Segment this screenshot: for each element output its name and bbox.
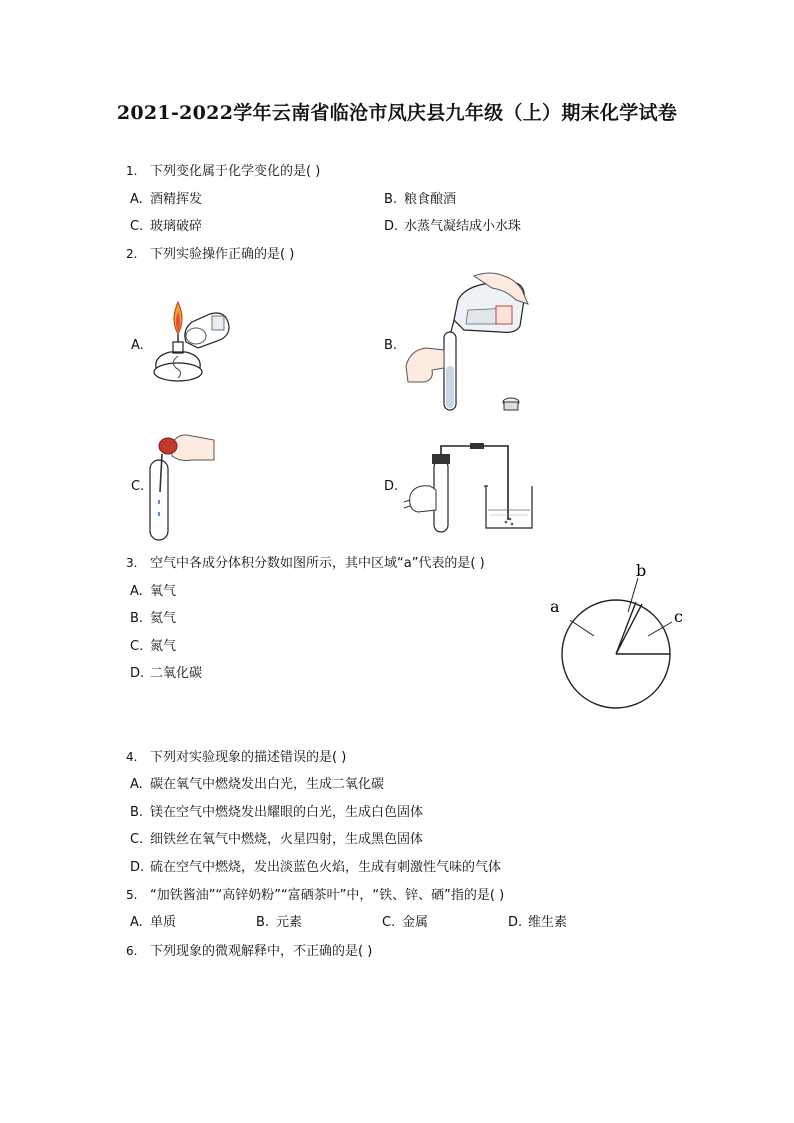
question-3: [126, 555, 485, 572]
airtightness-check-icon: [404, 440, 540, 536]
q4-option-b[interactable]: B. 镁在空气中燃烧发出耀眼的白光，生成白色固体: [130, 805, 424, 820]
question-stem: “加铁酱油”“高锌奶粉”“富硒茶叶”中，“铁、锌、硒”指的是( ): [150, 888, 505, 903]
q2-option-b-label[interactable]: B.: [384, 338, 398, 353]
question-number: 2.: [126, 247, 138, 261]
q1-option-c[interactable]: C. 玻璃破碎: [130, 219, 203, 234]
q5-option-d[interactable]: D. 维生素: [508, 915, 568, 930]
question-stem: 下列实验操作正确的是( ): [150, 247, 295, 262]
q4-option-c[interactable]: C. 细铁丝在氧气中燃烧，火星四射，生成黑色固体: [130, 832, 424, 847]
q3-option-b[interactable]: B. 氦气: [130, 611, 177, 626]
pie-leader-c: [648, 622, 672, 636]
question-number: 5.: [126, 888, 138, 902]
alcohol-lamp-lighting-icon: [148, 298, 238, 390]
q5-option-b[interactable]: B. 元素: [256, 915, 303, 930]
question-4: [126, 749, 346, 766]
question-number: 1.: [126, 164, 138, 178]
q5-option-c[interactable]: C. 金属: [382, 915, 429, 930]
air-composition-pie-figure: [540, 560, 700, 720]
pie-label-b: b: [636, 561, 647, 580]
q3-option-c[interactable]: C. 氮气: [130, 639, 177, 654]
question-number: 6.: [126, 944, 138, 958]
question-2: [126, 246, 294, 263]
question-1: [126, 163, 320, 180]
pie-leader-a: [570, 620, 594, 636]
q2-option-a-label[interactable]: A.: [131, 338, 144, 353]
question-number: 3.: [126, 556, 138, 570]
pie-divider-b2: [616, 604, 642, 654]
question-stem: 下列变化属于化学变化的是( ): [150, 164, 321, 179]
pie-label-a: a: [550, 597, 560, 616]
q4-option-d[interactable]: D. 硫在空气中燃烧，发出淡蓝色火焰，生成有刺激性气味的气体: [130, 860, 502, 875]
question-stem: 下列对实验现象的描述错误的是( ): [150, 750, 347, 765]
pie-divider-b1: [616, 602, 636, 654]
q2-option-c-label[interactable]: C.: [131, 479, 145, 494]
pouring-liquid-icon: [404, 270, 532, 420]
question-6: [126, 943, 372, 960]
q3-option-a[interactable]: A. 氧气: [130, 584, 177, 599]
pie-leader-b: [628, 578, 638, 612]
q1-option-d[interactable]: D. 水蒸气凝结成小水珠: [384, 219, 522, 234]
q2-option-d-label[interactable]: D.: [384, 479, 399, 494]
q5-option-a[interactable]: A. 单质: [130, 915, 177, 930]
question-number: 4.: [126, 750, 138, 764]
q1-option-b[interactable]: B. 粮食酿酒: [384, 192, 457, 207]
question-stem: 空气中各成分体积分数如图所示，其中区域“a”代表的是( ): [150, 556, 485, 571]
exam-title: 2021-2022学年云南省临沧市凤庆县九年级（上）期末化学试卷: [116, 102, 678, 124]
question-stem: 下列现象的微观解释中，不正确的是( ): [150, 944, 373, 959]
pie-label-c: c: [674, 607, 683, 626]
q3-option-d[interactable]: D. 二氧化碳: [130, 666, 203, 681]
dropper-in-test-tube-icon: [148, 430, 218, 542]
question-5: [126, 887, 504, 904]
q1-option-a[interactable]: A. 酒精挥发: [130, 192, 203, 207]
q4-option-a[interactable]: A. 碳在氧气中燃烧发出白光，生成二氧化碳: [130, 777, 385, 792]
